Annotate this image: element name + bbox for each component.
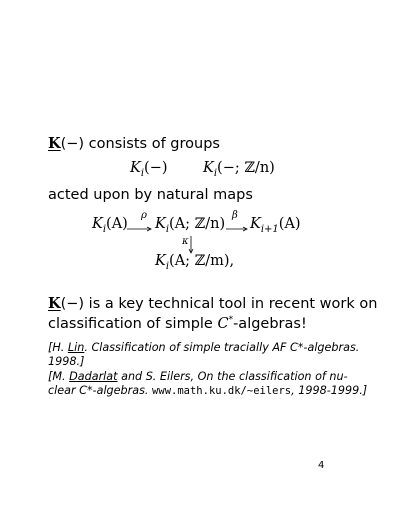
- ref2-pre: [M.: [48, 370, 70, 383]
- cstar-sup: *: [228, 315, 234, 325]
- classification-post: -algebras!: [233, 315, 307, 332]
- mid-base: K: [155, 216, 166, 232]
- bold-k-symbol: K: [48, 135, 61, 152]
- bottom-base: K: [155, 253, 166, 269]
- rho-label: ρ: [141, 210, 147, 221]
- reference-dadarlat-2: [48, 384, 367, 398]
- reference-lin: [48, 341, 359, 355]
- beta-label: β: [232, 210, 238, 221]
- right-base: K: [250, 216, 261, 232]
- left-sub: i: [102, 223, 107, 235]
- classification-pre: classification of simple: [48, 315, 218, 332]
- group2-arg: (−; ℤ/n): [217, 160, 275, 176]
- right-arg: (A): [278, 216, 301, 232]
- bottom-sub: i: [165, 260, 170, 272]
- group2-sub: i: [213, 167, 218, 179]
- intro-text: (−) consists of groups: [60, 136, 220, 152]
- maps-line: acted upon by natural maps: [48, 187, 253, 203]
- right-sub: i+1: [260, 223, 279, 235]
- ref2b-post: , 1998-1999.]: [291, 384, 368, 397]
- ref2-url-link[interactable]: www.math.ku.dk/~eilers: [152, 385, 292, 397]
- kappa-label: κ: [182, 236, 189, 247]
- ref2-author-link[interactable]: Dadarlat: [69, 370, 118, 383]
- ref2b-pre: clear C*-algebras.: [48, 384, 153, 397]
- ref2-post: and S. Eilers, On the classification of nu-: [117, 370, 348, 383]
- left-arg: (A): [106, 216, 128, 232]
- bold-k-symbol-2: K: [48, 295, 61, 312]
- reference-lin-year: 1998.]: [48, 355, 85, 368]
- ref1-post: . Classification of simple tracially AF C*-algebras.: [84, 341, 360, 354]
- left-base: K: [92, 216, 103, 232]
- group1-sub: i: [140, 167, 145, 179]
- page-number: 4: [318, 460, 325, 471]
- group1-arg: (−): [144, 160, 168, 176]
- reference-dadarlat: [48, 370, 348, 384]
- ref1-author-link[interactable]: Lin: [67, 341, 85, 354]
- group1-base: K: [130, 160, 141, 176]
- key-tool-line: [48, 295, 377, 312]
- ref1-pre: [H.: [48, 341, 68, 354]
- bottom-arg: (A; ℤ/m),: [169, 253, 235, 269]
- mid-arg: (A; ℤ/n): [169, 216, 226, 232]
- key-tool-text: (−) is a key technical tool in recent work on: [60, 296, 378, 312]
- mid-sub: i: [165, 223, 170, 235]
- classification-line: [48, 315, 307, 332]
- cstar-symbol: C: [217, 315, 229, 332]
- group2-base: K: [203, 160, 214, 176]
